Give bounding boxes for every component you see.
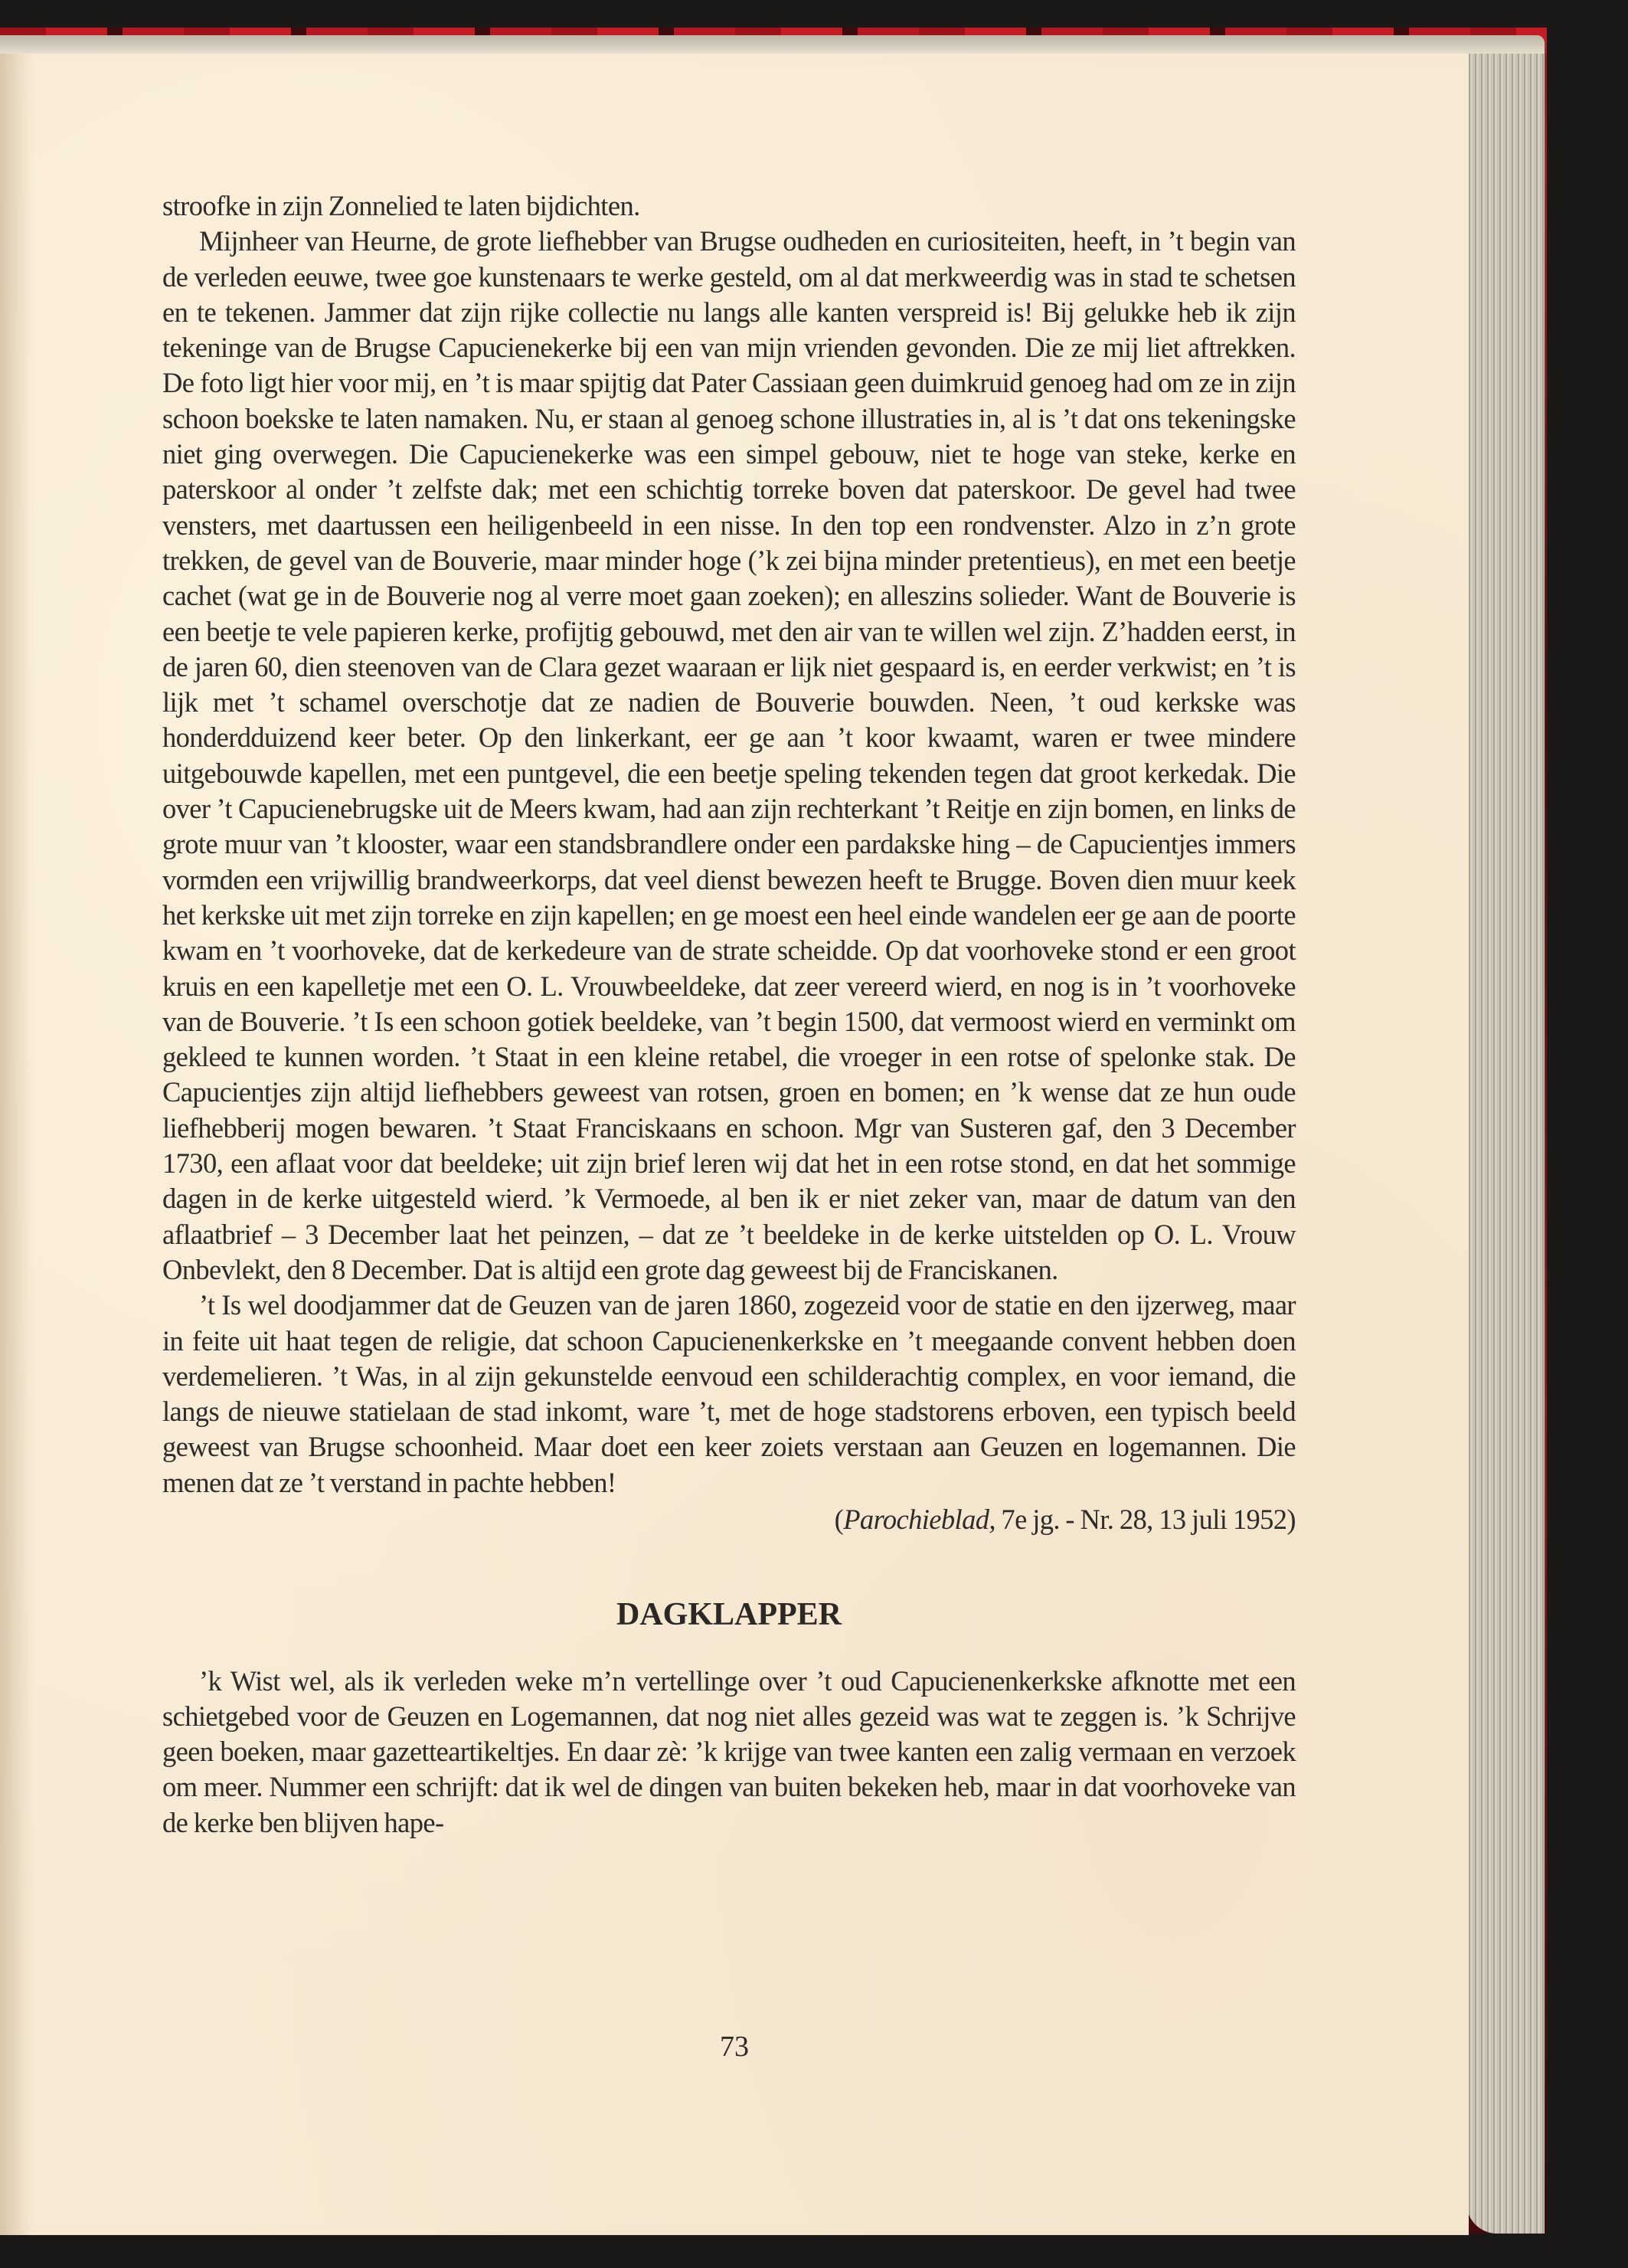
paragraph: stroofke in zijn Zonnelied te laten bijdichten.	[162, 190, 640, 221]
citation-details: 7e jg. - Nr. 28, 13 juli 1952)	[995, 1503, 1296, 1535]
source-citation	[162, 1502, 1296, 1537]
citation-open: (	[834, 1503, 844, 1535]
book-page	[0, 54, 1469, 2235]
citation-title: Parochieblad,	[843, 1503, 995, 1535]
paragraph: ’t Is wel doodjammer dat de Geuzen van de jaren 1860, zogezeid voor de statie en den ijzerweg, maar in feite uit haat tegen de religie, dat schoon Capucienenkerkske en ’t meegaande convent hebben doen verdemelieren. ’t Was, in al zijn gekunstelde eenvoud een schilderachtig complex, en voor iemand, die langs de nieuwe statielaan de stad inkomt, ware ’t, met de hoge stadstorens erboven, een typisch beeld geweest van Brugse schoonheid. Maar doet een keer zoiets verstaan aan Geuzen en logemannen. Die menen dat ze ’t verstand in pachte hebben!	[162, 1289, 1296, 1498]
page-number: 73	[720, 2031, 749, 2063]
paragraph: Mijnheer van Heurne, de grote liefhebber van Brugse oudheden en curiositeiten, heeft, in ’t begin van de verleden eeuwe, twee goe kunstenaars te werke gesteld, om al dat merkweerdig was in stad te schetsen en te tekenen. Jammer dat zijn rijke collectie nu langs alle kanten verspreid is! Bij gelukke heb ik zijn tekeninge van de Brugse Capucienekerke bij een van mijn vrienden gevonden. Die ze mij liet aftrekken. De foto ligt hier voor mij, en ’t is maar spijtig dat Pater Cassiaan geen duimkruid genoeg had om ze in zijn schoon boekske te laten namaken. Nu, er staan al genoeg schone illustraties in, al is ’t dat ons tekeningske niet ging overwegen. Die Capucienekerke was een simpel gebouw, niet te hoge van steke, kerke en paterskoor al onder ’t zelfste dak; met een schichtig torreke boven dat paterskoor. De gevel had twee vensters, met daartussen een heiligenbeeld in een nisse. In den top een rondvenster. Alzo in z’n grote trekken, de gevel van de Bouverie, maar minder hoge (’k zei bijna minder pretentieus), en met een beetje cachet (wat ge in de Bouverie nog al verre moet gaan zoeken); en alleszins solieder. Want de Bouverie is een beetje te vele papieren kerke, profijtig gebouwd, met den air van te willen wel zijn. Z’hadden eerst, in de jaren 60, dien steenoven van de Clara gezet waaraan er lijk niet gespaard is, en eerder verkwist; en ’t is lijk met ’t schamel overschotje dat ze nadien de Bouverie bouwden. Neen, ’t oud kerkske was honderdduizend keer beter. Op den linkerkant, eer ge aan ’t koor kwaamt, waren er twee mindere uitgebouwde kapellen, met een puntgevel, die een beetje speling tekenden tegen dat groot kerkedak. Die over ’t Capucienebrugske uit de Meers kwam, had aan zijn rechterkant ’t Reitje en zijn bomen, en links de grote muur van ’t klooster, waar een standsbrandlere onder een pardakske hing – de Capucientjes immers vormden een vrijwillig brandweerkorps, dat veel dienst bewezen heeft te Brugge. Boven dien muur keek het kerkske uit met zijn torreke en zijn kapellen; en ge moest een heel einde wandelen eer ge aan de poorte kwam en ’t voorhoveke, dat de kerkedeure van de strate scheidde. Op dat voorhoveke stond er een groot kruis en een kapelletje met een O. L. Vrouwbeeldeke, dat zeer vereerd wierd, en nog is in ’t voorhoveke van de Bouverie. ’t Is een schoon gotiek beeldeke, van ’t begin 1500, dat vermoost wierd en verminkt om gekleed te kunnen worden. ’t Staat in een kleine retabel, die vroeger in een rotse of spelonke stak. De Capucientjes zijn altijd liefhebbers geweest van rotsen, groen en bomen; en ’k wense dat ze hun oude liefhebberij mogen bewaren. ’t Staat Franciskaans en schoon. Mgr van Susteren gaf, den 3 December 1730, een aflaat voor dat beeldeke; uit zijn brief leren wij dat het in een rotse stond, en dat het sommige dagen in de kerke uitgesteld wierd. ’k Vermoede, al ben ik er niet zeker van, maar de datum van den aflaatbrief – 3 December laat het peinzen, – dat ze ’t beeldeke in de kerke uitstelden op O. L. Vrouw Onbevlekt, den 8 December. Dat is altijd een grote dag geweest bij de Franciskanen.	[162, 225, 1296, 1285]
paragraph: ’k Wist wel, als ik verleden weke m’n vertellinge over ’t oud Capucienenkerkske afknotte met een schietgebed voor de Geuzen en Logemannen, dat nog niet alles gezeid was wat te zeggen is. ’k Schrijve geen boeken, maar gazetteartikeltjes. En daar zè: ’k krijge van twee kanten een zalig vermaan en verzoek om meer. Nummer een schrijft: dat ik wel de dingen van buiten bekeken heb, maar in dat voorhoveke van de kerke ben blijven hape-	[162, 1664, 1296, 1838]
page-text	[162, 188, 1296, 1841]
page-top-edge	[0, 35, 1545, 54]
section-heading: DAGKLAPPER	[616, 1597, 842, 1633]
gutter-shadow	[0, 54, 34, 2235]
page-block-edges	[1466, 35, 1545, 2234]
